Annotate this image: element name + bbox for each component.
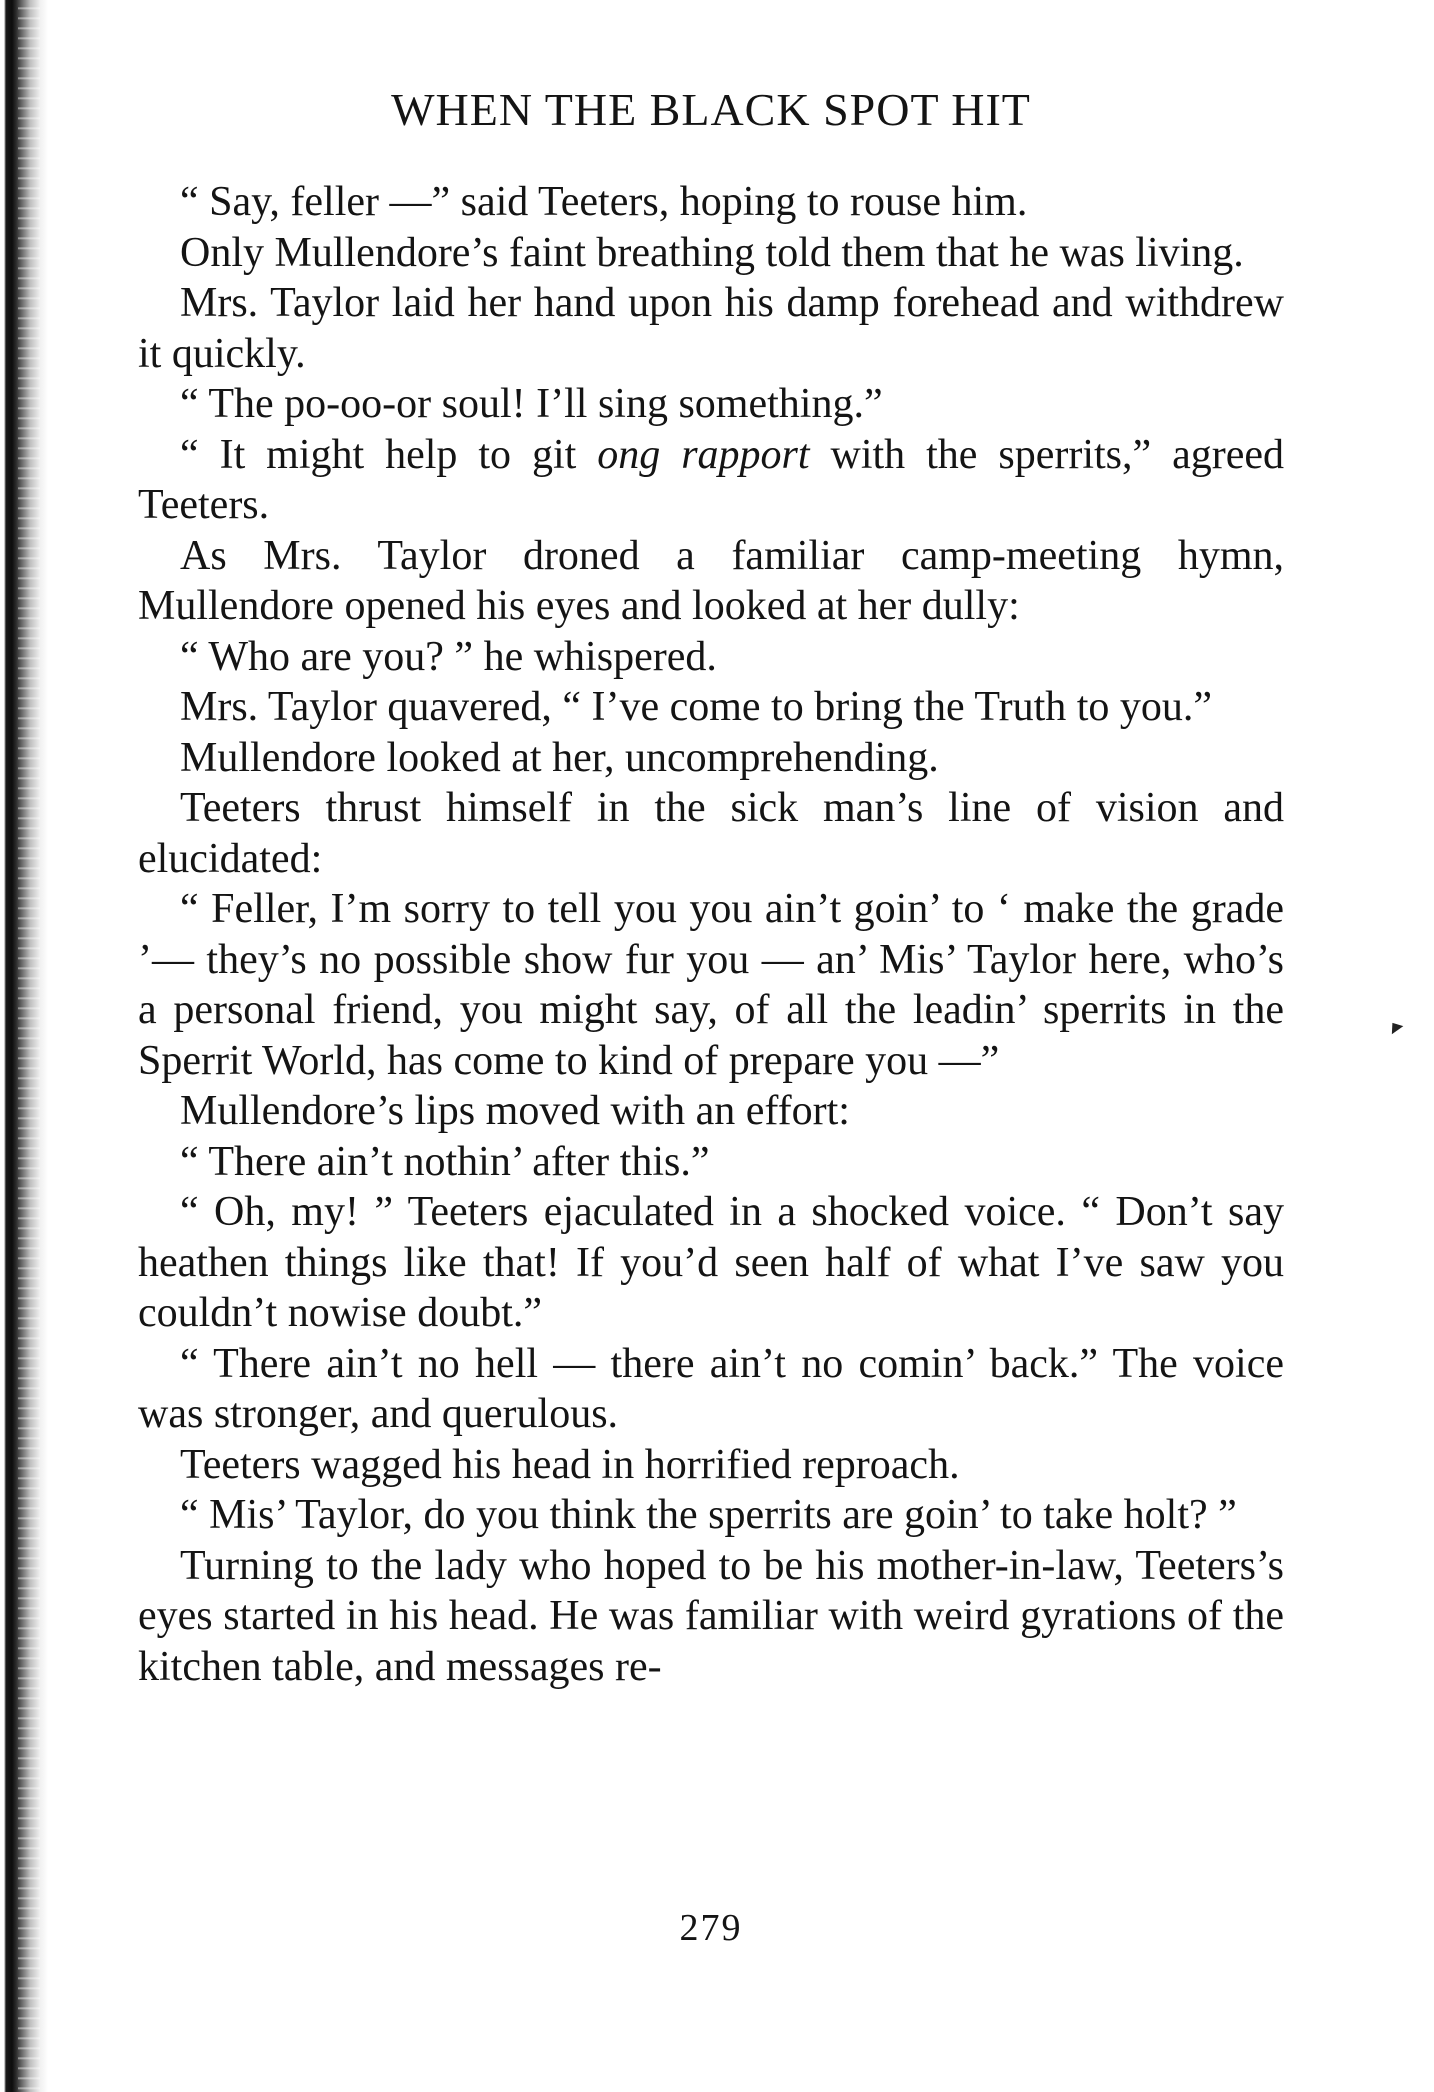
binding-texture: [18, 0, 40, 2092]
paragraph: “ There ain’t nothin’ after this.”: [180, 1138, 710, 1185]
paragraph: “ Say, feller —” said Teeters, hoping to rouse him.: [180, 179, 1028, 225]
paragraph: “ There ain’t no hell — there ain’t no comin’ back.” The voice was stronger, and querulous.: [138, 1340, 1284, 1437]
paragraph: Mrs. Taylor quavered, “ I’ve come to bring the Truth to you.”: [180, 684, 1213, 730]
paragraph: As Mrs. Taylor droned a familiar camp-meeting hymn, Mullendore opened his eyes and looked at her dully:: [138, 532, 1284, 629]
paragraph: “ Oh, my! ” Teeters ejaculated in a shocked voice. “ Don’t say heathen things like that! If you’d seen half of what I’ve saw you couldn’t nowise doubt.”: [138, 1189, 1284, 1336]
paragraph: Mrs. Taylor laid her hand upon his damp forehead and withdrew it quickly.: [138, 280, 1284, 377]
paragraph: “ Feller, I’m sorry to tell you you ain’t goin’ to ‘ make the grade ’— they’s no possible show fur you — an’ Mis’ Taylor here, who’s a personal friend, you might say, of all the leadin’ sperrits in the Sperrit World, has come to kind of prepare you —”: [138, 886, 1284, 1084]
paragraph: Mullendore’s lips moved with an effort:: [180, 1088, 850, 1134]
paragraph: Mullendore looked at her, uncomprehending.: [180, 734, 939, 781]
italic-phrase: ong rapport: [597, 431, 810, 478]
paragraph: Turning to the lady who hoped to be his mother-in-law, Teeters’s eyes started in his head. He was familiar with weird gyrations of the kitchen table, and messages re-: [138, 1542, 1284, 1690]
paragraph: “ It might help to git ong rapport with the sperrits,” agreed Teeters.: [138, 431, 1285, 528]
running-header: WHEN THE BLACK SPOT HIT: [391, 84, 1031, 135]
page-number: 279: [679, 1907, 743, 1949]
paragraph: “ Who are you? ” he whispered.: [180, 633, 717, 680]
ink-speck: [1387, 1019, 1404, 1034]
paragraph: “ Mis’ Taylor, do you think the sperrits are goin’ to take holt? ”: [180, 1492, 1237, 1538]
paragraph: Teeters wagged his head in horrified reproach.: [180, 1441, 960, 1488]
paragraph: Teeters thrust himself in the sick man’s line of vision and elucidated:: [138, 785, 1284, 882]
paragraph: “ The po-oo-or soul! I’ll sing something.”: [180, 381, 883, 427]
body-text: [138, 177, 1284, 1692]
paragraph: Only Mullendore’s faint breathing told them that he was living.: [180, 229, 1244, 276]
